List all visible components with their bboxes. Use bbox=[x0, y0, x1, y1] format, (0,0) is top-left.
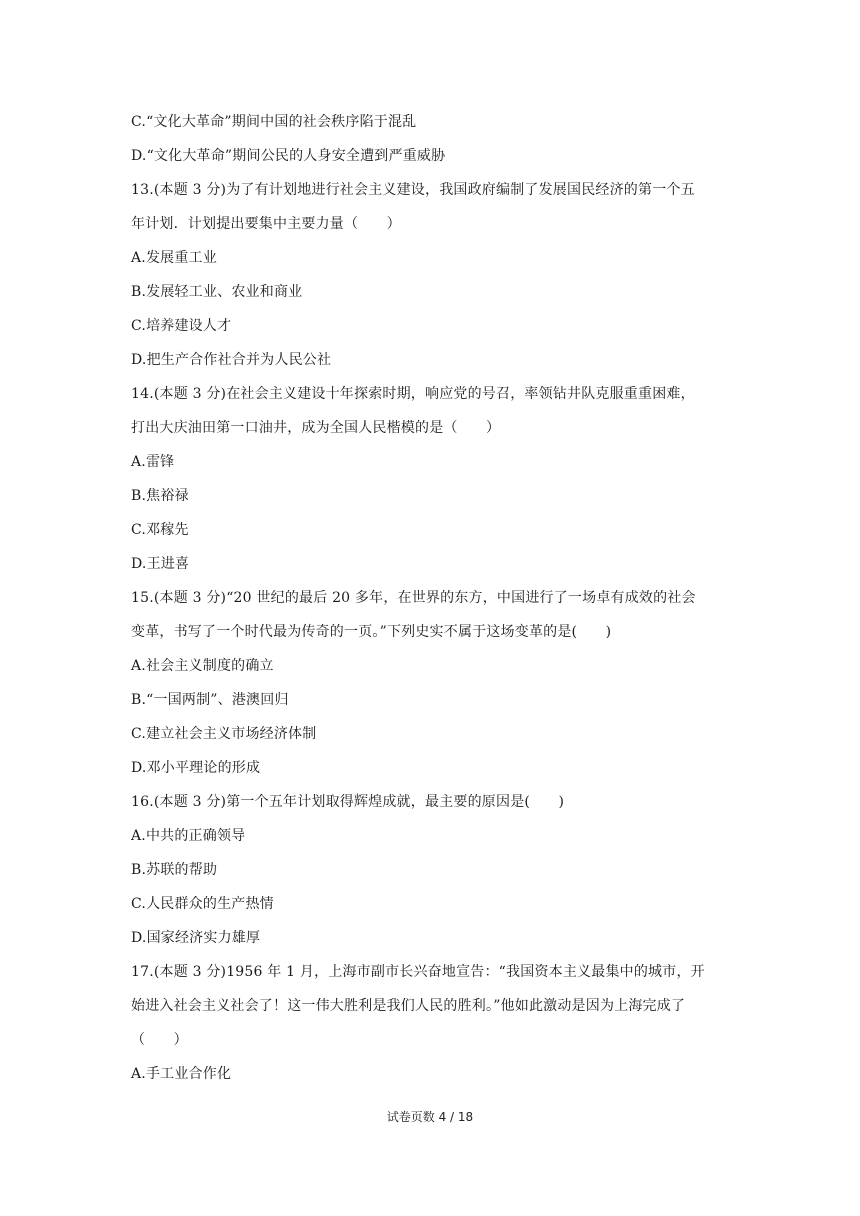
q16-option-c: C.人民群众的生产热情 bbox=[131, 896, 274, 912]
q15-option-b: B.“一国两制”、港澳回归 bbox=[131, 692, 289, 708]
q12-option-c: C.“文化大革命”期间中国的社会秩序陷于混乱 bbox=[131, 114, 417, 130]
q13-stem-line-2: 年计划．计划提出要集中主要力量（ ） bbox=[131, 216, 401, 232]
q17-option-a: A.手工业合作化 bbox=[131, 1066, 232, 1082]
q14-option-b: B.焦裕禄 bbox=[131, 488, 189, 504]
q14-option-d: D.王进喜 bbox=[131, 556, 190, 572]
page-number-footer: 试卷页数 4 / 18 bbox=[386, 1110, 474, 1124]
q16-option-a: A.中共的正确领导 bbox=[131, 828, 246, 844]
q15-option-c: C.建立社会主义市场经济体制 bbox=[131, 726, 317, 742]
q14-option-a: A.雷锋 bbox=[131, 454, 175, 470]
q15-stem-line-2: 变革，书写了一个时代最为传奇的一页。”下列史实不属于这场变革的是( ) bbox=[131, 624, 612, 640]
q15-stem-line-1: 15.(本题 3 分)“20 世纪的最后 20 多年，在世界的东方，中国进行了一场卓有成效的社会 bbox=[131, 590, 696, 606]
q14-stem-line-1: 14.(本题 3 分)在社会主义建设十年探索时期，响应党的号召，率领钻井队克服重重困难， bbox=[131, 386, 695, 402]
q15-option-a: A.社会主义制度的确立 bbox=[131, 658, 274, 674]
q17-stem-line-3: （ ） bbox=[131, 1032, 188, 1048]
q13-option-b: B.发展轻工业、农业和商业 bbox=[131, 284, 303, 300]
q16-option-b: B.苏联的帮助 bbox=[131, 862, 218, 878]
q12-option-d: D.“文化大革命”期间公民的人身安全遭到严重威胁 bbox=[131, 148, 446, 164]
q16-stem: 16.(本题 3 分)第一个五年计划取得辉煌成就，最主要的原因是( ) bbox=[131, 794, 565, 810]
q14-stem-line-2: 打出大庆油田第一口油井，成为全国人民楷模的是（ ） bbox=[131, 420, 501, 436]
q13-option-d: D.把生产合作社合并为人民公社 bbox=[131, 352, 332, 368]
q17-stem-line-2: 始进入社会主义社会了！这一伟大胜利是我们人民的胜利。”他如此激动是因为上海完成了 bbox=[131, 998, 686, 1014]
q17-stem-line-1: 17.(本题 3 分)1956 年 1 月，上海市副市长兴奋地宣告：“我国资本主义最集中的城市，开 bbox=[131, 964, 705, 980]
q13-stem-line-1: 13.(本题 3 分)为了有计划地进行社会主义建设，我国政府编制了发展国民经济的第一个五 bbox=[131, 182, 695, 198]
q13-option-c: C.培养建设人才 bbox=[131, 318, 232, 334]
q15-option-d: D.邓小平理论的形成 bbox=[131, 760, 261, 776]
q13-option-a: A.发展重工业 bbox=[131, 250, 217, 266]
q16-option-d: D.国家经济实力雄厚 bbox=[131, 930, 261, 946]
q14-option-c: C.邓稼先 bbox=[131, 522, 189, 538]
